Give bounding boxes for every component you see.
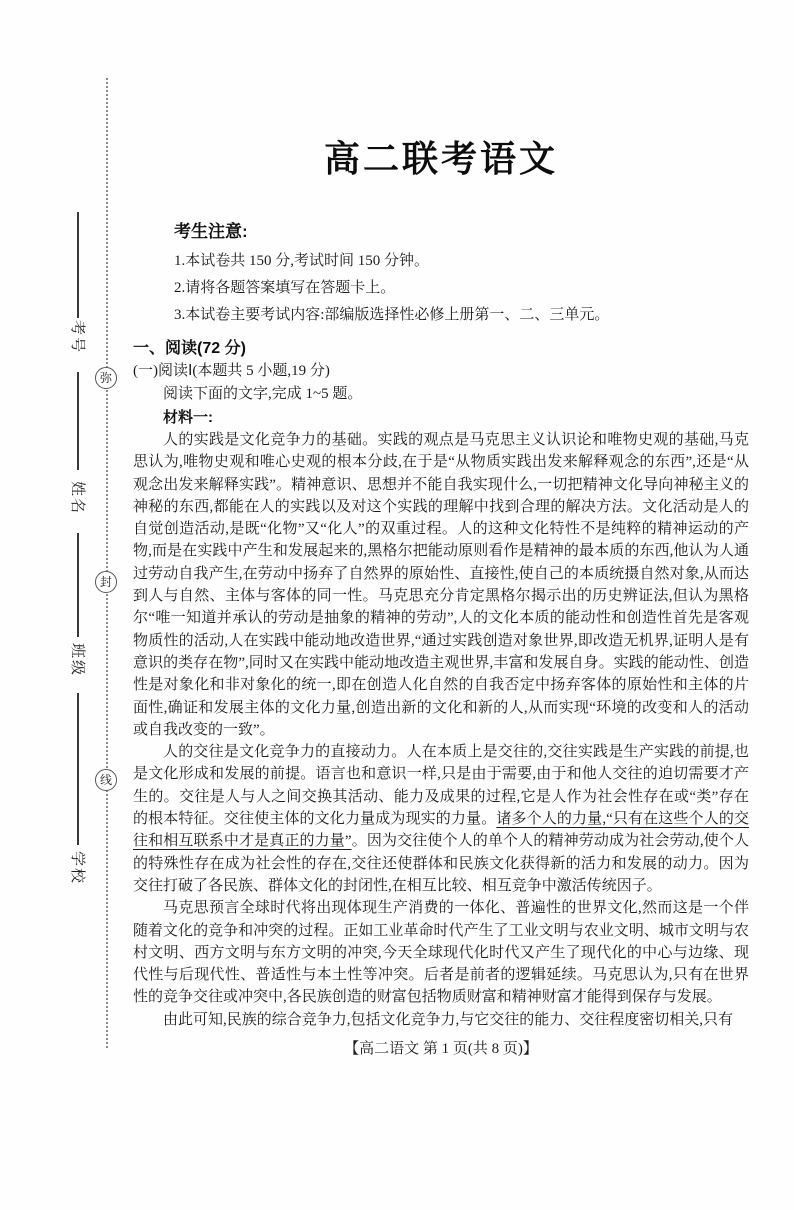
- material-paragraph-2: [133, 741, 749, 897]
- paragraph-2-underlined-quote: 诸多个人的力量,“只有在这些个人的交往和相互联系中才是真正的力量”: [133, 811, 749, 850]
- school-blank-line: [77, 693, 79, 845]
- class-label: 班级: [69, 642, 85, 677]
- section-headings: [133, 337, 749, 429]
- notice-item-1: 1.本试卷共 150 分,考试时间 150 分钟。: [174, 253, 430, 269]
- material-one-text: [133, 429, 749, 1031]
- material-one-label: 材料一:: [163, 409, 213, 426]
- seal-char-xian: 线: [95, 769, 117, 791]
- page-footer: 【高二语文 第 1 页(共 8 页)】: [344, 1041, 538, 1058]
- paragraph-2-before-quote: 人的交往是文化竞争力的直接动力。人在本质上是交往的,交往实践是生产实践的前提,也是文化形成和发展的前提。语言也和意识一样,只是由于需要,由于和他人交往的迫切需要才产生的。交往是人与人之间交换其活动、能力及成果的过程,它是人作为社会性存在或“类”存在的根本特征。交往使主体的文化力量成为现实的力量。: [133, 744, 749, 828]
- exam-content: [133, 0, 749, 1060]
- part-one-heading: 一、阅读(72 分): [133, 340, 246, 357]
- reading-instruction: 阅读下面的文字,完成 1~5 题。: [163, 386, 363, 402]
- material-paragraph-4: 由此可知,民族的综合竞争力,包括文化竞争力,与它交往的能力、交往程度密切相关,只有: [163, 1011, 734, 1028]
- material-paragraph-1: 人的实践是文化竞争力的基础。实践的观点是马克思主义认识论和唯物史观的基础,马克思认为,唯物史观和唯心史观的根本分歧,在于是“从物质实践出发来解释观念的东西”,还是“从观念出发来解释实践”。精神意识、思想并不能自我实现什么,一切把精神文化导向神秘主义的神秘的东西,都能在人的实践以及对这个实践的理解中找到合理的解决方法。文化活动是人的自觉创造活动,是既“化物”又“化人”的双重过程。人的这种文化特性不是纯粹的精神运动的产物,而是在实践中产生和发展起来的,黑格尔把能动原则看作是精神的最本质的东西,他认为人通过劳动自我产生,在劳动中扬弃了自然界的原始性、直接性,使自己的本质统摄自然对象,从而达到人与自然、主体与客体的同一性。马克思充分肯定黑格尔揭示出的历史辨证法,但认为黑格尔“唯一知道并承认的劳动是抽象的精神的劳动”,人的文化本质的能动性和创造性首先是客观物质性的活动,人在实践中能动地改造世界,“通过实践创造对象世界,即改造无机界,证明人是有意识的类存在物”,同时又在实践中能动地改造主观世界,丰富和发展自身。实践的能动性、创造性是对象化和非对象化的统一,即在创造人化自然的自我否定中扬弃客体的原始性和主体的片面性,确证和发展主体的文化力量,创造出新的文化和新的人,从而实现“环境的改变和人的活动或自我改变的一致”。: [133, 432, 749, 738]
- material-paragraph-3: 马克思预言全球时代将出现体现生产消费的一体化、普遍性的世界文化,然而这是一个伴随着文化的竞争和冲突的过程。正如工业革命时代产生了工业文明与农业文明、城市文明与农村文明、西方文明与东方文明的冲突,今天全球现代化时代又产生了现代化的中心与边缘、现代性与后现代性、普适性与本土性等冲突。后者是前者的逻辑延续。马克思认为,只有在世界性的竞争交往或冲突中,各民族创造的财富包括物质财富和精神财富才能得到保存与发展。: [133, 900, 749, 1006]
- examinee-number-blank-line: [77, 212, 79, 318]
- school-label: 学校: [69, 850, 85, 885]
- seal-char-mi: 弥: [95, 367, 117, 389]
- page-title: 高二联考语文: [323, 138, 558, 179]
- name-blank-line: [77, 372, 79, 470]
- name-label: 姓名: [69, 480, 85, 515]
- notice-item-3: 3.本试卷主要考试内容:部编版选择性必修上册第一、二、三单元。: [174, 307, 610, 323]
- notice-item-2: 2.请将各题答案填写在答题卡上。: [174, 280, 396, 296]
- notice-heading: 考生注意:: [174, 222, 248, 241]
- examinee-number-label: 考号: [69, 319, 85, 354]
- seal-char-feng: 封: [95, 571, 117, 593]
- seal-dotted-line: [106, 78, 108, 1048]
- class-blank-line: [77, 533, 79, 637]
- paragraph-2-after-quote: 。因为交往使个人的单个人的精神劳动成为社会劳动,使个人的特殊性存在成为社会性的存在,交往还使群体和民族文化获得新的活力和发展的动力。因为交往打破了各民族、群体文化的封闭性,在相互比较、相互竞争中激活传统因子。: [133, 833, 749, 894]
- examinee-notice: [133, 219, 749, 329]
- reading-one-heading: (一)阅读Ⅰ(本题共 5 小题,19 分): [133, 363, 330, 379]
